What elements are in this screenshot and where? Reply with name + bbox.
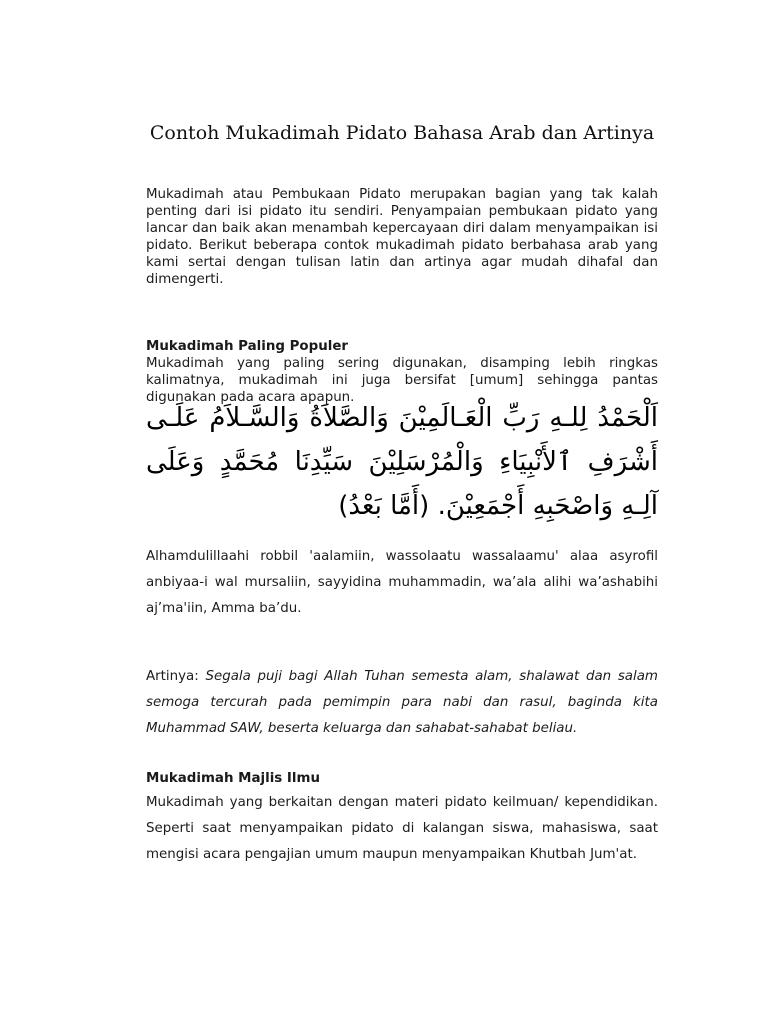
meaning-paragraph <box>146 664 658 742</box>
intro-paragraph: Mukadimah atau Pembukaan Pidato merupakan bagian yang tak kalah penting dari isi pidato itu sendiri. Penyampaian pembukaan pidato yang lancar dan baik akan menambah kepercayaan diri dalam menyampaikan isi pidato. Berikut beberapa contok mukadimah pidato berbahasa arab yang kami sertai dengan tulisan latin dan artinya agar mudah dihafal dan dimengerti. <box>146 187 658 287</box>
section-description-populer: Mukadimah yang paling sering digunakan, disamping lebih ringkas kalimatnya, mukadimah ini juga bersifat [umum] sehingga pantas digunakan pada acara apapun. <box>146 356 658 405</box>
meaning-label: Artinya: <box>146 669 206 684</box>
arabic-text: اَلْحَمْدُ لِلـهِ رَبِّ الْعَـالَمِيْنَ وَالصَّلاَةُ وَالسَّـلاَمُ عَلَـى أَشْرَفِ ٱلأَنْبِيَاءِ وَالْمُرْسَلِيْنَ سَيِّدِنَا مُحَمَّدٍ وَعَلَى آلِـهِ وَاصْحَبِهِ أَجْمَعِيْنَ. (أَمَّا بَعْدُ) <box>146 403 658 521</box>
page-title: Contoh Mukadimah Pidato Bahasa Arab dan Artinya <box>149 122 655 144</box>
meaning-text: Segala puji bagi Allah Tuhan semesta alam, shalawat dan salam semoga tercurah pada pemimpin para nabi dan rasul, baginda kita Muhammad SAW, beserta keluarga dan sahabat-sahabat beliau. <box>146 669 658 736</box>
section-description-majlis-ilmu: Mukadimah yang berkaitan dengan materi pidato keilmuan/ kependidikan. Seperti saat menyampaikan pidato di kalangan siswa, mahasiswa, saat mengisi acara pengajian umum maupun menyampaikan Khutbah Jum'at. <box>146 795 658 862</box>
section-heading-majlis-ilmu: Mukadimah Majlis Ilmu <box>146 771 320 786</box>
latin-transliteration: Alhamdulillaahi robbil 'aalamiin, wassolaatu wassalaamu' alaa asyrofil anbiyaa-i wal mursaliin, sayyidina muhammadin, wa’ala alihi wa’ashabihi aj’ma'iin, Amma ba’du. <box>146 549 658 616</box>
section-heading-populer: Mukadimah Paling Populer <box>146 339 349 354</box>
